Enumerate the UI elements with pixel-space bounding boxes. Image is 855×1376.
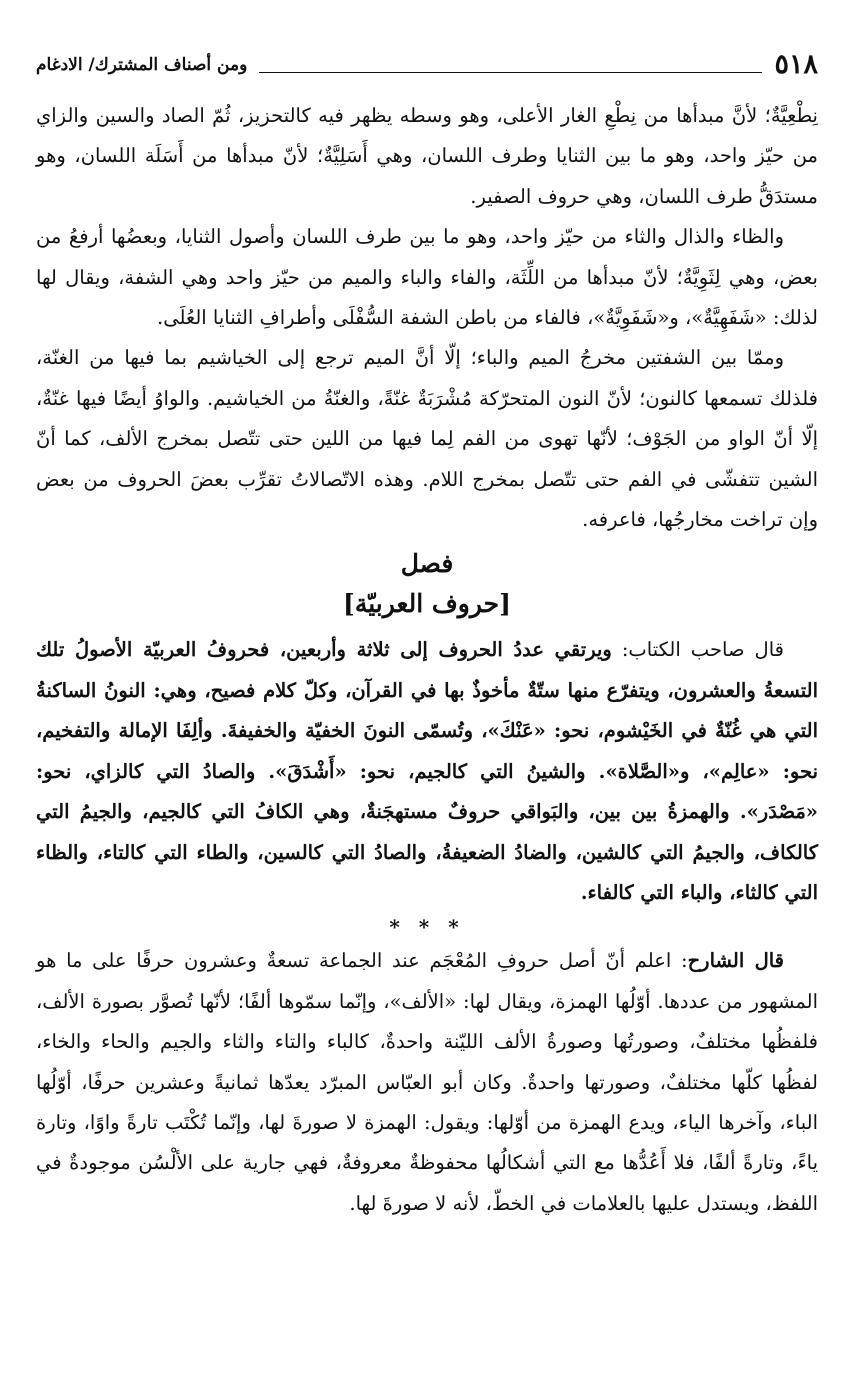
page-header (36, 40, 818, 82)
section-heading: فصل (400, 549, 454, 579)
section-subheading: [حروف العربيّة] (343, 589, 511, 619)
paragraph-2: والظاء والذال والثاء من حيّز واحد، وهو ما بين طرف اللسان وأصول الثنايا، وبعضُها أرفعُ من بعض، وهي لِثَوِيَّةٌ؛ لأنّ مبدأها من اللِّثَة، والفاء والباء والميم من حيّز واحد وهي الشفة، ويقال لها لذلك: «شَفَهِيَّةٌ»، و«شَفَوِيَّةٌ»، فالفاء من باطن الشفة السُّفْلَى وأطرافِ الثنايا العُلَى. (36, 225, 818, 330)
section-separator: * * * (389, 915, 465, 940)
header-rule (259, 72, 762, 73)
page-number: ٥١٨ (774, 49, 818, 80)
matn-intro: قال صاحب الكتاب: (611, 638, 784, 662)
document-page (36, 40, 818, 1224)
body-text (36, 96, 818, 1224)
paragraph-3: وممّا بين الشفتين مخرجُ الميم والباء؛ إلّا أنَّ الميم ترجع إلى الخياشيم بما فيها من الغنّة، فلذلك تسمعها كالنون؛ لأنّ النون المتحرّكة مُشْرَبَةٌ غنّةً، والغنّةُ من الخياشيم. والواوُ أيضًا فيها غنّةٌ، إلّا أنّ الواو من الجَوْف؛ لأنّها تهوى من الفم لِما فيها من اللين حتى تتّصل بمخرج الألف، كما أنّ الشين تتفشّى في الفم حتى تتّصل بمخرج اللام. وهذه الاتّصالاتُ تقرِّب بعضَ الحروف من بعض وإن تراخت مخارجُها، فاعرفه. (36, 346, 818, 532)
matn-paragraph (36, 630, 818, 913)
paragraph-1: نِطْعِيَّةٌ؛ لأنَّ مبدأها من نِطْعِ الغار الأعلى، وهو وسطه يظهر فيه كالتحزيز، ثُمّ الصاد والسين والزاي من حيّز واحد، وهو ما بين الثنايا وطرف اللسان، وهي أَسَلِيَّةٌ؛ لأنّ مبدأها من أَسَلَة اللسان، وهو مستدَقُّ طرف اللسان، وهي حروف الصفير. (36, 104, 818, 208)
running-title: ومن أصناف المشترك/ الادغام (36, 55, 248, 75)
sharh-text: : اعلم أنّ أصل حروفِ المُعْجَم عند الجماعة تسعةٌ وعشرون حرفًا على ما هو المشهور من عددها. أوّلُها الهمزة، ويقال لها: «الألف»، وإنّما سمّوها ألفًا؛ لأنّها تُصوَّر بصورة الألف، فلفظُها مختلفٌ، وصورتُها وصورةُ الألف الليّنة واحدةٌ، كالباء والتاء والثاء والجيم والحاء والخاء، لفظُها كلّها مختلفٌ، وصورتها واحدةٌ. وكان أبو العبّاس المبرّد يعدّها ثمانيةً وعشرين حرفًا، أوّلُها الباء، وآخرها الياء، ويدع الهمزة من أوّلها: ويقول: الهمزة لا صورةَ لها، وإنّما تُكْتَب تارةً واوًا، وتارة ياءً، وتارةً ألفًا، فلا أَعُدُّها مع التي أشكالُها محفوظةٌ معروفةٌ، فهي جارية على الألْسُن موجودةٌ في اللفظ، ويستدل عليها بالعلامات في الخطّ، لأنه لا صورةَ لها. (36, 949, 818, 1215)
matn-text: ويرتقي عددُ الحروف إلى ثلاثة وأربعين، فحروفُ العربيّة الأصولُ تلك التسعةُ والعشرون، ويتفرّع منها ستّةٌ مأخوذٌ بها في القرآن، وكلّ كلام فصيح، وهي: النونُ الساكنةُ التي هي غُنّةٌ في الخَيْشوم، نحو: «عَنْكَ»، وتُسمّى النونَ الخفيّة والخفيفةَ. وألِفَا الإمالة والتفخيم، نحو: «عالِم»، و«الصَّلاة». والشينُ التي كالجيم، نحو: «أَشْدَقَ». والصادُ التي كالزاي، نحو: «مَصْدَر». والهمزةُ بين بين، والبَواقي حروفٌ مستهجَنةٌ، وهي الكافُ التي كالجيم، والجيمُ التي كالكاف، والجيمُ التي كالشين، والضادُ الضعيفةُ، والصادُ التي كالسين، والطاء التي كالتاء، والظاء التي كالثاء، والباء التي كالفاء. (36, 638, 818, 904)
sharh-lead: قال الشارح (687, 949, 785, 973)
sharh-paragraph (36, 941, 818, 1224)
